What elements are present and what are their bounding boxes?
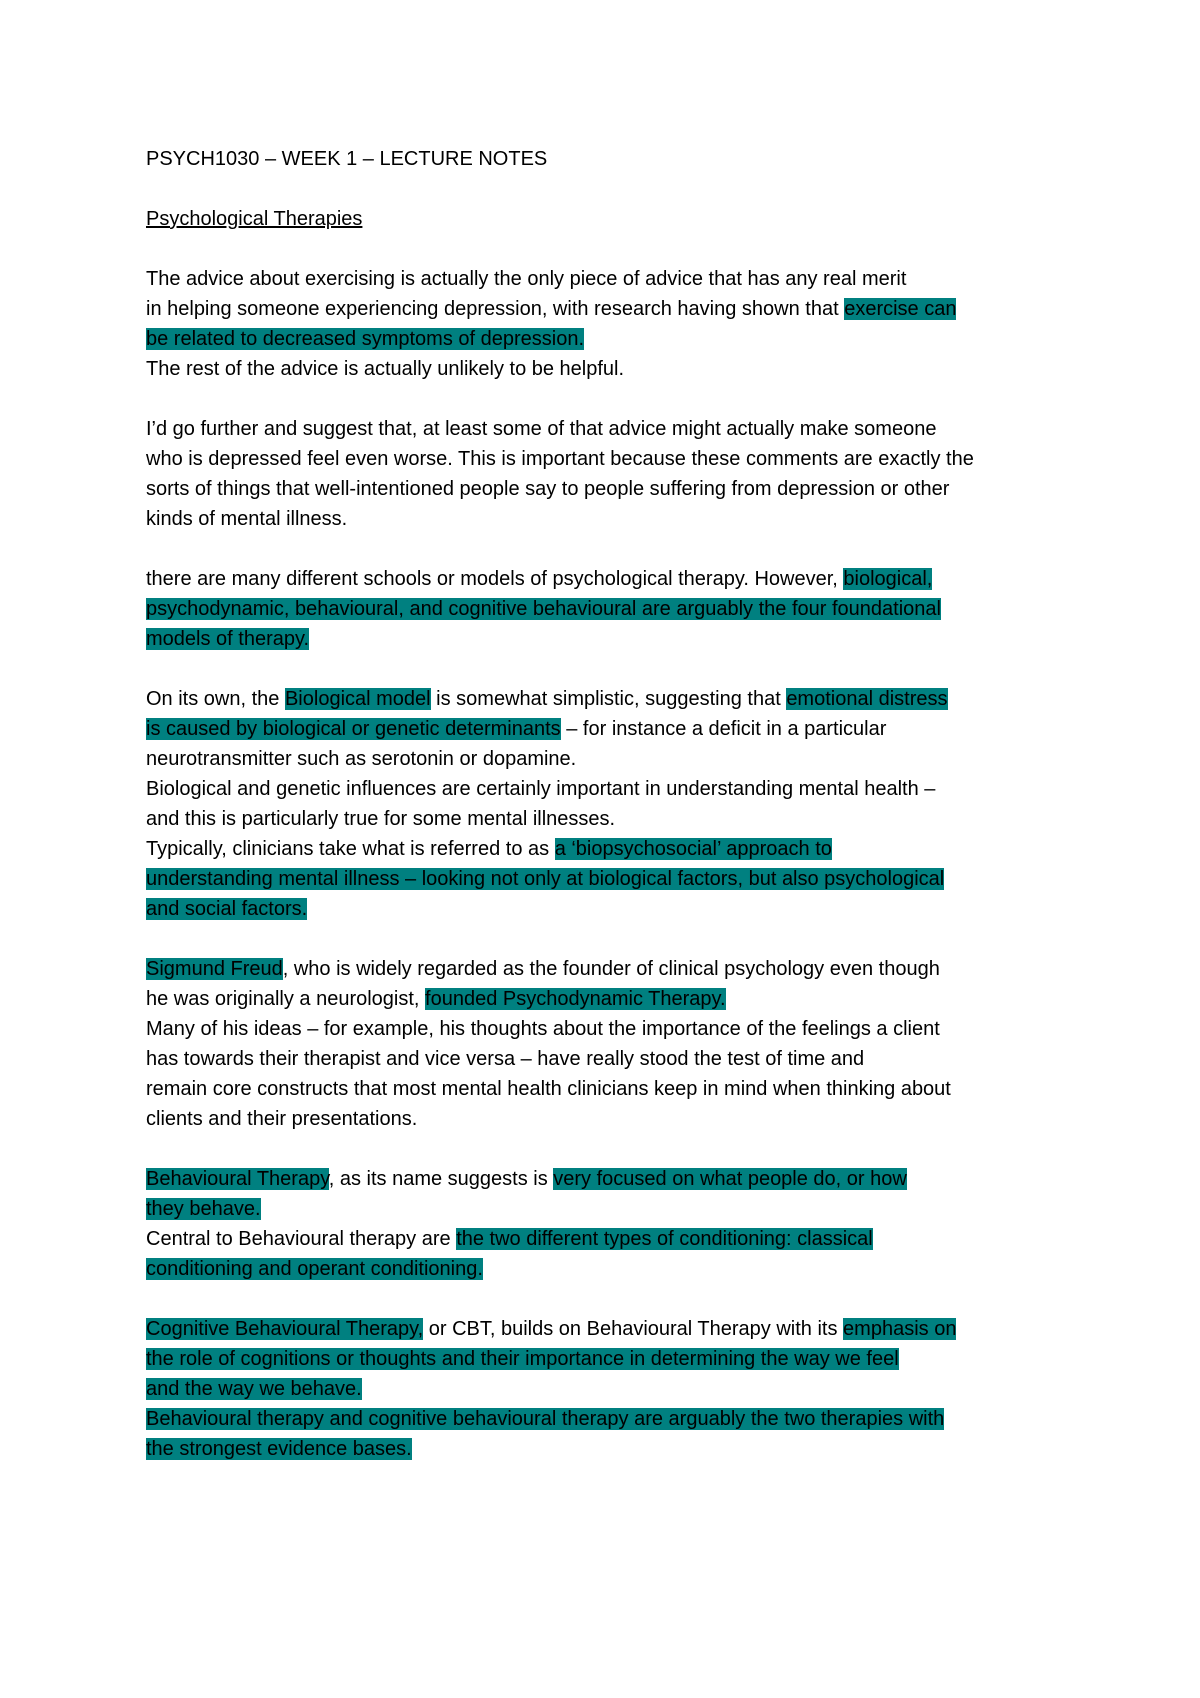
paragraphs bbox=[146, 264, 1076, 1464]
text-line bbox=[146, 1078, 951, 1100]
text-segment: he was originally a neurologist, bbox=[146, 988, 426, 1010]
text-line bbox=[146, 1168, 907, 1190]
highlighted-text: emotional distress bbox=[786, 688, 948, 710]
spacer bbox=[146, 1134, 1076, 1164]
paragraph bbox=[146, 564, 1076, 654]
highlighted-text: the strongest evidence bases. bbox=[146, 1438, 412, 1460]
highlighted-text: models of therapy. bbox=[146, 628, 310, 650]
text-line bbox=[146, 358, 624, 380]
text-line bbox=[146, 268, 906, 290]
spacer bbox=[146, 1284, 1076, 1314]
text-segment: kinds of mental illness. bbox=[146, 508, 348, 530]
highlighted-text: Biological model bbox=[284, 688, 431, 710]
text-line bbox=[146, 838, 832, 860]
highlighted-text: and social factors. bbox=[146, 898, 308, 920]
text-line bbox=[146, 1378, 362, 1400]
text-segment: there are many different schools or models of psychological therapy. However, bbox=[146, 568, 844, 590]
text-line bbox=[146, 778, 935, 800]
text-line bbox=[146, 1048, 864, 1070]
text-line bbox=[146, 598, 941, 620]
highlighted-text: Behavioural Therapy bbox=[146, 1168, 329, 1190]
paragraph bbox=[146, 414, 1076, 534]
section-heading: Psychological Therapies bbox=[146, 208, 363, 230]
text-line bbox=[146, 1198, 261, 1220]
text-segment: who is depressed feel even worse. This is important because these comments are exactly the bbox=[146, 448, 974, 470]
text-segment: remain core constructs that most mental health clinicians keep in mind when thinking about bbox=[146, 1078, 951, 1100]
highlighted-text: be related to decreased symptoms of depression. bbox=[146, 328, 585, 350]
text-line bbox=[146, 328, 584, 350]
text-segment: is somewhat simplistic, suggesting that bbox=[430, 688, 787, 710]
text-segment: sorts of things that well-intentioned people say to people suffering from depression or other bbox=[146, 478, 950, 500]
highlighted-text: exercise can bbox=[844, 298, 957, 320]
text-segment: in helping someone experiencing depression, with research having shown that bbox=[146, 298, 845, 320]
highlighted-text: biological, bbox=[843, 568, 933, 590]
text-line bbox=[146, 1408, 944, 1430]
text-line bbox=[146, 808, 615, 830]
highlighted-text: psychodynamic, behavioural, and cognitive behavioural are arguably the four foundational bbox=[146, 598, 941, 620]
paragraph bbox=[146, 264, 1076, 384]
paragraph bbox=[146, 1164, 1076, 1284]
text-segment: Central to Behavioural therapy are bbox=[146, 1228, 457, 1250]
text-segment: On its own, the bbox=[146, 688, 285, 710]
text-line bbox=[146, 628, 309, 650]
text-segment: Biological and genetic influences are certainly important in understanding mental health – bbox=[146, 778, 936, 800]
text-line bbox=[146, 1228, 873, 1250]
text-segment: , as its name suggests is bbox=[328, 1168, 554, 1190]
spacer bbox=[146, 384, 1076, 414]
highlighted-text: understanding mental illness – looking not only at biological factors, but also psychological bbox=[146, 868, 945, 890]
text-segment: has towards their therapist and vice versa – have really stood the test of time and bbox=[146, 1048, 865, 1070]
spacer bbox=[146, 174, 1076, 204]
text-line bbox=[146, 958, 940, 980]
text-segment: Typically, clinicians take what is referred to as bbox=[146, 838, 555, 860]
highlighted-text: emphasis on bbox=[843, 1318, 957, 1340]
highlighted-text: a ‘biopsychosocial’ approach to bbox=[554, 838, 832, 860]
highlighted-text: very focused on what people do, or how bbox=[553, 1168, 907, 1190]
text-line bbox=[146, 898, 307, 920]
text-line bbox=[146, 448, 974, 470]
text-line bbox=[146, 988, 726, 1010]
text-segment: clients and their presentations. bbox=[146, 1108, 418, 1130]
document-body bbox=[146, 144, 1076, 1464]
spacer bbox=[146, 654, 1076, 684]
text-line bbox=[146, 1108, 417, 1130]
paragraph bbox=[146, 684, 1076, 924]
highlighted-text: the role of cognitions or thoughts and their importance in determining the way we feel bbox=[146, 1348, 899, 1370]
document-title: PSYCH1030 – WEEK 1 – LECTURE NOTES bbox=[146, 148, 548, 170]
text-line bbox=[146, 418, 936, 440]
highlighted-text: the two different types of conditioning: classical bbox=[456, 1228, 873, 1250]
highlighted-text: Cognitive Behavioural Therapy, bbox=[146, 1318, 424, 1340]
text-segment: or CBT, builds on Behavioural Therapy with its bbox=[423, 1318, 844, 1340]
paragraph bbox=[146, 954, 1076, 1134]
text-line bbox=[146, 748, 576, 770]
text-segment: The advice about exercising is actually the only piece of advice that has any real merit bbox=[146, 268, 907, 290]
text-line bbox=[146, 718, 886, 740]
highlighted-text: conditioning and operant conditioning. bbox=[146, 1258, 483, 1280]
text-segment: Many of his ideas – for example, his thoughts about the importance of the feelings a client bbox=[146, 1018, 940, 1040]
text-segment: – for instance a deficit in a particular bbox=[560, 718, 887, 740]
spacer bbox=[146, 534, 1076, 564]
highlighted-text: Sigmund Freud bbox=[146, 958, 283, 980]
highlighted-text: Behavioural therapy and cognitive behavioural therapy are arguably the two therapies with bbox=[146, 1408, 945, 1430]
text-line bbox=[146, 1258, 483, 1280]
text-line bbox=[146, 508, 347, 530]
text-line bbox=[146, 1318, 956, 1340]
highlighted-text: founded Psychodynamic Therapy. bbox=[425, 988, 726, 1010]
text-segment: neurotransmitter such as serotonin or dopamine. bbox=[146, 748, 577, 770]
text-line bbox=[146, 1348, 899, 1370]
text-line bbox=[146, 688, 948, 710]
text-line bbox=[146, 478, 949, 500]
paragraph bbox=[146, 1314, 1076, 1464]
spacer bbox=[146, 234, 1076, 264]
spacer bbox=[146, 924, 1076, 954]
highlighted-text: and the way we behave. bbox=[146, 1378, 362, 1400]
text-segment: , who is widely regarded as the founder of clinical psychology even though bbox=[282, 958, 940, 980]
text-line bbox=[146, 1438, 412, 1460]
text-line bbox=[146, 1018, 940, 1040]
text-segment: I’d go further and suggest that, at least some of that advice might actually make someone bbox=[146, 418, 937, 440]
text-segment: and this is particularly true for some mental illnesses. bbox=[146, 808, 616, 830]
text-segment: The rest of the advice is actually unlikely to be helpful. bbox=[146, 358, 625, 380]
text-line bbox=[146, 568, 932, 590]
text-line bbox=[146, 298, 956, 320]
highlighted-text: they behave. bbox=[146, 1198, 261, 1220]
highlighted-text: is caused by biological or genetic determinants bbox=[146, 718, 561, 740]
text-line bbox=[146, 868, 944, 890]
